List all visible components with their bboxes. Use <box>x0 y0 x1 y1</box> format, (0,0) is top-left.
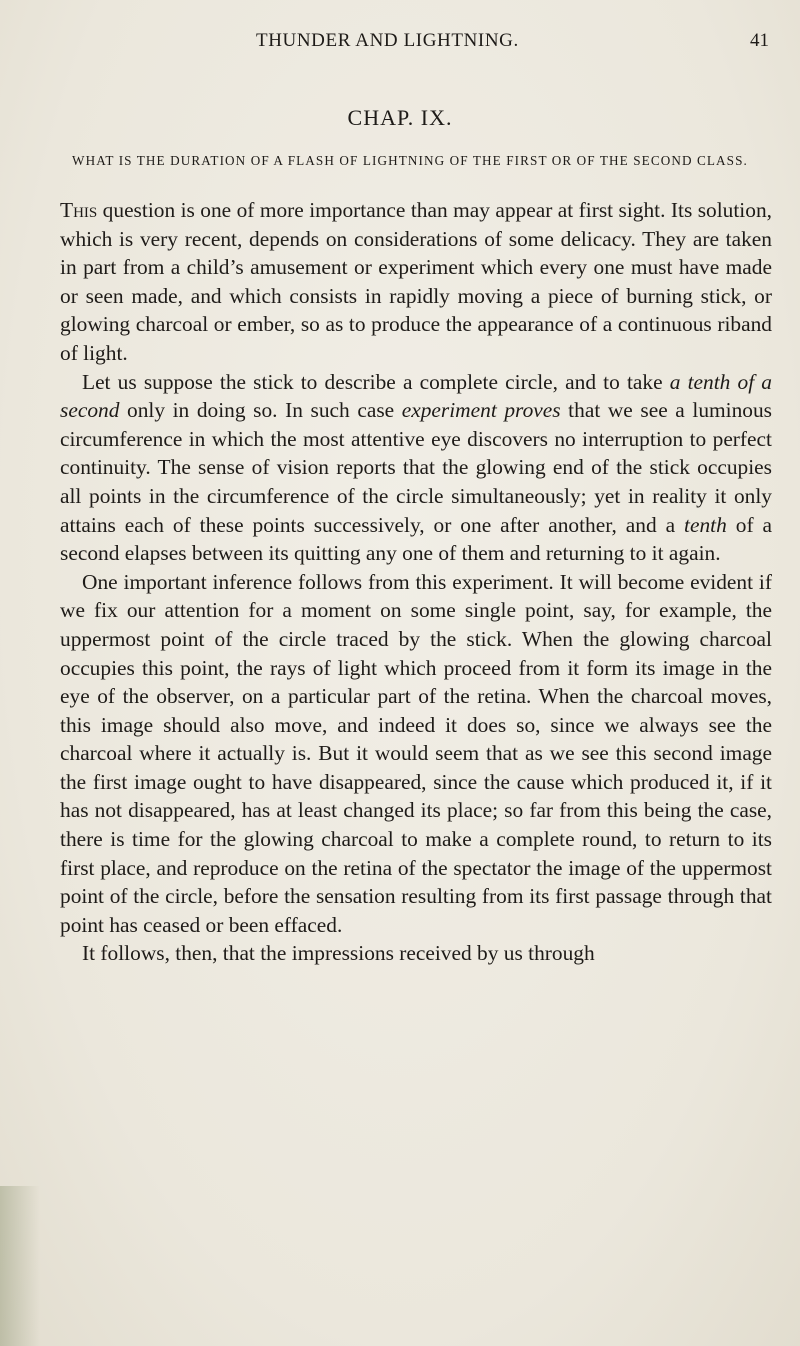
italic-text: experiment proves <box>401 398 561 423</box>
text-segment: Let us suppose the stick to describe a complete circle, and to take <box>82 369 670 394</box>
text-segment: question is one of more importance than may appear at first sight. Its solution, which is very recent, depends on considerations of some delicacy. They are taken in part from a child’s amusement or experiment which every one must have made or seen made, and which consists in rapidly moving a piece of burning stick, or glowing charcoal or ember, so as to produce the appearance of a continuous riband of light. <box>60 198 772 365</box>
chapter-subtitle: WHAT IS THE DURATION OF A FLASH OF LIGHTNING OF THE FIRST OR OF THE SECOND CLASS. <box>72 153 748 168</box>
text-segment: that we see a luminous circumference in which the most attentive eye discovers no interruption to perfect continuity. The sense of vision reports that the glowing end of the stick occupies all points in the circumference of the circle simultaneously; yet in reality it only attains each of these points successively, or one after another, and a <box>60 398 773 537</box>
running-title: THUNDER AND LIGHTNING. <box>256 30 519 51</box>
italic-text: tenth <box>684 512 727 537</box>
paragraph <box>60 196 772 368</box>
running-head <box>0 30 800 60</box>
paragraph <box>60 568 772 940</box>
italic-text: a tenth of a second <box>60 369 772 423</box>
paragraph <box>60 368 772 568</box>
paragraph-lead-word: This <box>60 198 98 222</box>
page-edge-shadow <box>0 1186 40 1346</box>
paragraph <box>60 939 772 968</box>
body-text <box>60 196 772 968</box>
text-segment: of a second elapses between its quitting any one of them and returning to it again. <box>60 512 772 566</box>
page-number: 41 <box>750 30 769 51</box>
text-segment: One important inference follows from this experiment. It will become evident if we fix our attention for a moment on some single point, say, for example, the uppermost point of the circle traced by the stick. When the glowing charcoal occupies this point, the rays of light which proceed from it form its image in the eye of the observer, on a particular part of the retina. When the charcoal moves, this image should also move, and indeed it does so, since we always see the charcoal where it actually is. But it would seem that as we see this second image the first image ought to have disappeared, since the cause which produced it, if it has not disappeared, has at least changed its place; so far from this being the case, there is time for the glowing charcoal to make a complete round, to return to its first place, and reproduce on the retina of the spectator the image of the uppermost point of the circle, before the sensation resulting from its first passage through that point has ceased or been effaced. <box>60 569 772 937</box>
chapter-title: CHAP. IX. <box>347 105 453 130</box>
text-segment: only in doing so. In such case <box>119 398 402 423</box>
text-segment: It follows, then, that the impressions received by us through <box>82 941 595 966</box>
